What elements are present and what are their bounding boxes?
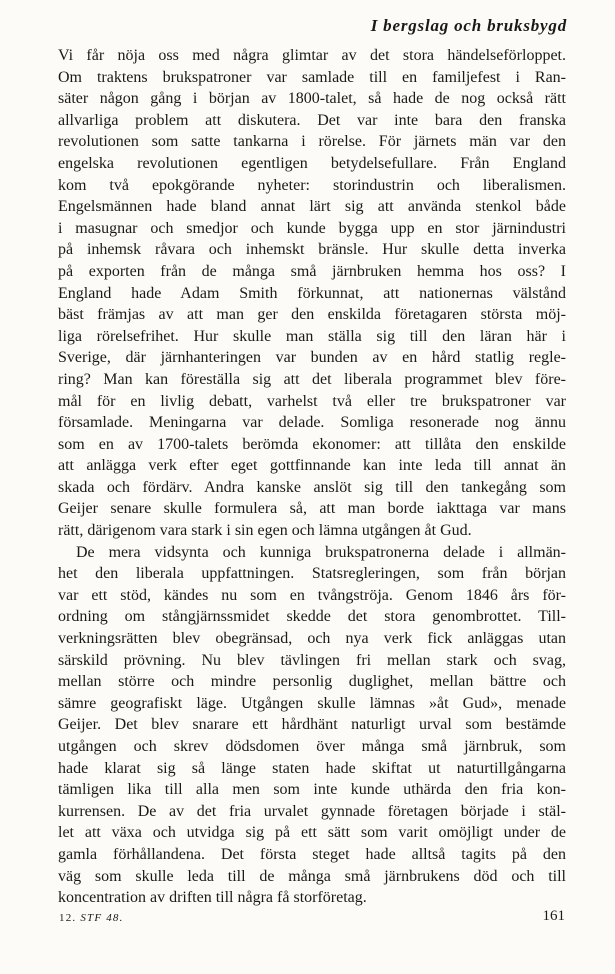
- page-number: 161: [542, 908, 565, 924]
- text-line: väg som skulle leda till de många små järnbrukens död och till: [58, 867, 566, 885]
- text-line: ordning om stångjärnssmidet skedde det stora genombrottet. Till-: [58, 608, 566, 626]
- text-line: mellan större och mindre personlig duglighet, mellan bättre och: [58, 673, 566, 691]
- text-line: Geijer. Det blev snarare ett hårdhänt naturligt urval som bestämde: [58, 716, 566, 734]
- text-line: var ett stöd, kändes nu som en tvångströja. Genom 1846 års för-: [58, 586, 566, 604]
- text-line: församlade. Meningarna var delade. Somliga resonerade nog ännu: [58, 414, 566, 432]
- signature-number: 12.: [59, 912, 77, 924]
- text-line: på inhemsk råvara och inhemskt bränsle. Hur skulle detta inverka: [58, 241, 566, 259]
- text-line: sämre geografiskt läge. Utgången skulle lämnas »åt Gud», menade: [58, 694, 566, 712]
- text-line: engelska revolutionen egentligen betydelsefullare. Från England: [58, 154, 566, 172]
- text-line: tämligen lika till alla men som inte kunde uthärda den fria kon-: [58, 781, 566, 799]
- text-line: koncentration av driften till några få storföretag.: [58, 889, 367, 907]
- text-line: hade klarat sig så länge staten hade skiftat ut naturtillgångarna: [58, 759, 566, 777]
- text-line: Engelsmännen hade bland annat lärt sig att använda stenkol både: [58, 198, 566, 216]
- text-line: Sverige, där järnhanteringen var bunden av en hård statlig regle-: [58, 349, 566, 367]
- text-line: mål för en livlig debatt, varhelst två eller tre brukspatroner var: [58, 392, 566, 410]
- text-line: säter någon gång i början av 1800-talet, så hade de nog också rätt: [58, 90, 566, 108]
- text-line: allvarliga problem att diskutera. Det var inte bara den franska: [58, 111, 566, 129]
- text-line: let att växa och utvidga sig på ett sätt som varit omöjligt under de: [58, 824, 566, 842]
- text-line: kom två epokgörande nyheter: storindustrin och liberalismen.: [58, 176, 566, 194]
- text-line: ring? Man kan föreställa sig att det liberala programmet blev före-: [58, 370, 566, 388]
- text-line: De mera vidsynta och kunniga brukspatronerna delade i allmän-: [76, 543, 566, 561]
- body-text: [58, 45, 566, 909]
- text-line: att anlägga verk efter eget gottfinnande kan inte leda till annat än: [58, 457, 566, 475]
- text-line: revolutionen som satte tankarna i rörelse. För järnets män var den: [58, 133, 566, 151]
- text-line: rätt, därigenom vara stark i sin egen och lämna utgången åt Gud.: [58, 522, 472, 540]
- text-line: kurrensen. De av det fria urvalet gynnade företagen började i stäl-: [58, 802, 566, 820]
- text-line: England hade Adam Smith förkunnat, att nationernas välstånd: [58, 284, 566, 302]
- text-line: på exporten från de många små järnbruken hemma hos oss? I: [58, 262, 566, 280]
- text-line: utgången och skrev dödsdomen över många små järnbruk, som: [58, 738, 566, 755]
- text-line: Geijer senare skulle formulera så, att man borde iakttaga var mans: [58, 500, 566, 518]
- printer-signature: [59, 912, 124, 924]
- paragraph-1: [58, 45, 566, 542]
- text-line: liga rörelsefrihet. Hur skulle man ställa sig till den läran här i: [58, 327, 566, 345]
- text-line: i masugnar och smedjor och kunde bygga upp en stor järnindustri: [58, 219, 566, 237]
- text-line: verkningsrätten blev obegränsad, och nya verk fick anläggas utan: [58, 630, 566, 648]
- text-line: gamla förhållandena. Det första steget hade alltså tagits på den: [58, 845, 566, 863]
- text-line: het den liberala uppfattningen. Statsregleringen, som från början: [58, 565, 566, 583]
- paragraph-2: [58, 542, 566, 909]
- text-line: bäst främjas av att man ger den enskilda företagaren största möj-: [58, 306, 566, 324]
- text-line: Vi får nöja oss med några glimtar av det stora händelseförloppet.: [58, 47, 566, 64]
- text-line: som en av 1700-talets berömda ekonomer: att tillåta den enskilde: [58, 435, 566, 453]
- text-line: Om traktens brukspatroner var samlade till en familjefest i Ran-: [58, 68, 566, 86]
- text-line: skada och fördärv. Andra kanske anslöt sig till den tankegång som: [58, 478, 566, 496]
- text-line: särskild prövning. Nu blev tävlingen fri mellan stark och svag,: [58, 651, 566, 669]
- signature-code: STF 48.: [80, 912, 124, 924]
- running-title: I bergslag och bruksbygd: [370, 16, 567, 35]
